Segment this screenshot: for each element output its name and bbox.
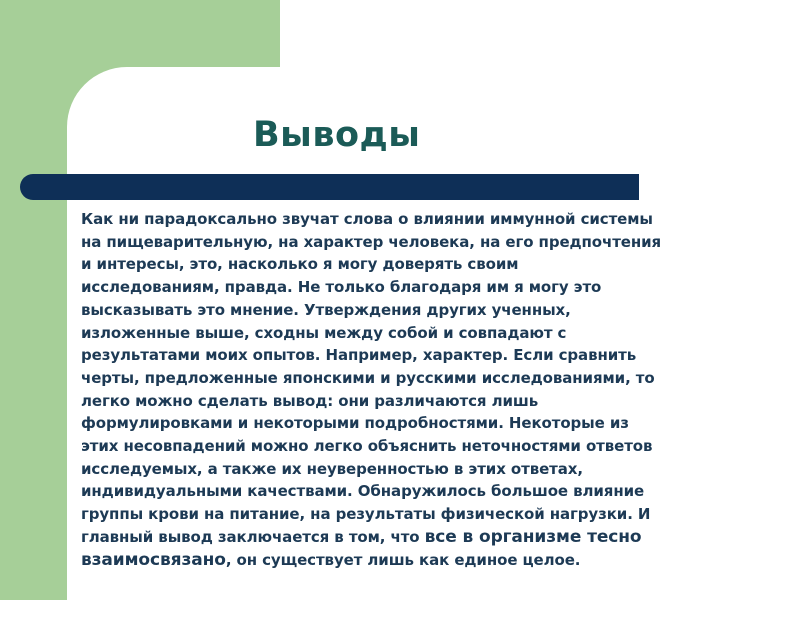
- text-line: группы крови на питание, на результаты физической нагрузки. И: [81, 505, 651, 524]
- text-line: исследуемых, а также их неуверенностью в этих ответах,: [81, 459, 583, 478]
- text-line-emphasis-start: [81, 526, 781, 549]
- emphasis-text: взаимосвязано: [81, 549, 226, 570]
- text-line: легко можно сделать вывод: они различаются лишь: [81, 391, 539, 410]
- text-line: и интересы, это, насколько я могу доверять своим: [81, 255, 519, 274]
- text-line: этих несовпадений можно легко объяснить неточностями ответов: [81, 437, 653, 456]
- title-accent-bar: [20, 174, 639, 200]
- text-line: индивидуальными качествами. Обнаружилось большое влияние: [81, 482, 645, 501]
- text-line: исследованиям, правда. Не только благодаря им я могу это: [81, 278, 602, 297]
- text-segment: , он существует лишь как единое целое.: [225, 550, 581, 569]
- emphasis-text: все в организме тесно: [424, 526, 642, 547]
- text-segment: главный вывод заключается в том, что: [81, 527, 425, 546]
- text-line: результатами моих опытов. Например, характер. Если сравнить: [81, 346, 637, 365]
- text-line: изложенные выше, сходны между собой и совпадают с: [81, 323, 567, 342]
- text-line: на пищеварительную, на характер человека, на его предпочтения: [81, 232, 662, 251]
- text-line: черты, предложенные японскими и русскими исследованиями, то: [81, 368, 655, 387]
- text-line: Как ни парадоксально звучат слова о влиянии иммунной системы: [81, 210, 653, 228]
- text-line: высказывать это мнение. Утверждения других ученных,: [81, 300, 571, 319]
- text-line-emphasis-end: [81, 549, 781, 572]
- conclusion-text: [81, 208, 781, 571]
- text-line: формулировками и некоторыми подробностями. Некоторые из: [81, 414, 629, 433]
- slide-title: Выводы: [253, 115, 421, 155]
